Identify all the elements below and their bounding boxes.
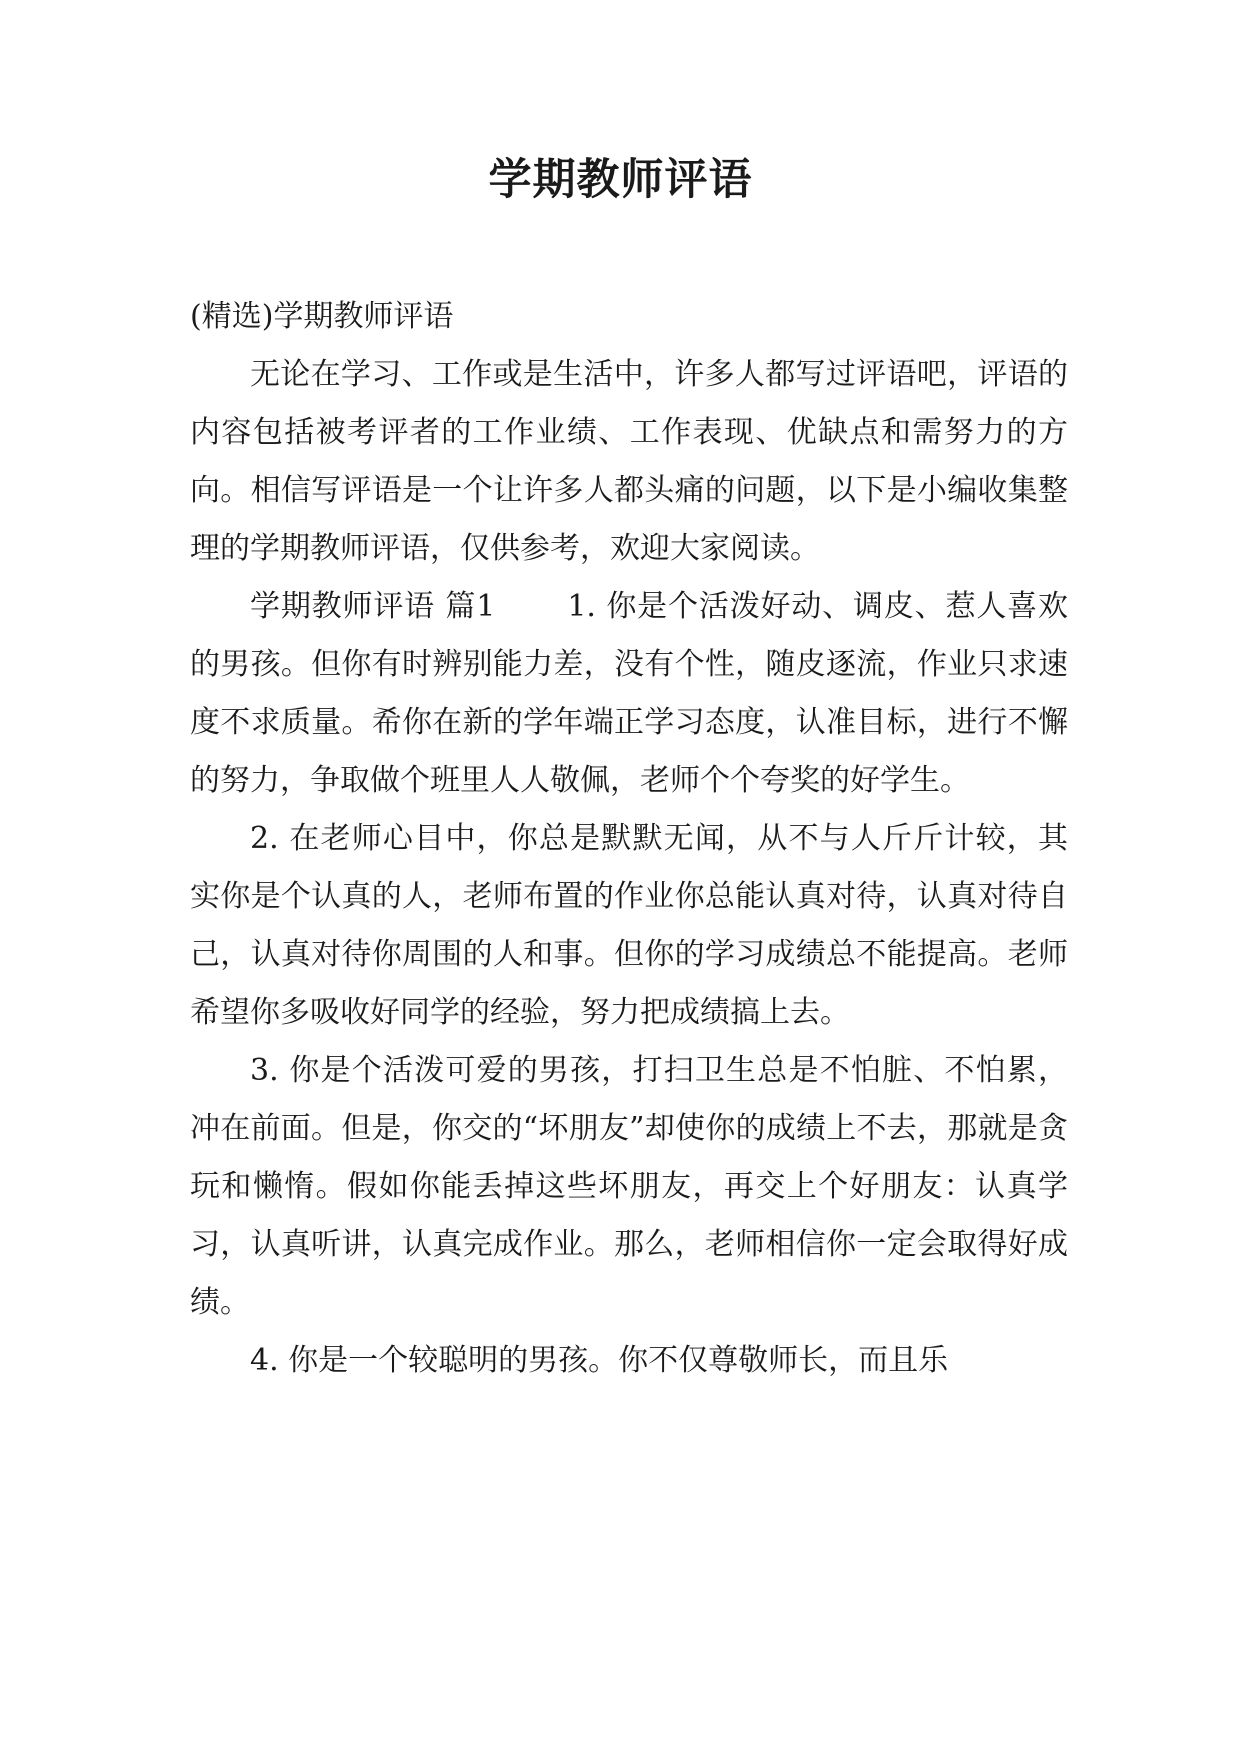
paragraph-comment-3: 3. 你是个活泼可爱的男孩，打扫卫生总是不怕脏、不怕累，冲在前面。但是，你交的“坏朋友”却使你的成绩上不去，那就是贪玩和懒惰。假如你能丢掉这些坏朋友，再交上个好朋友：认真学习，认真听讲，认真完成作业。那么，老师相信你一定会取得好成绩。: [190, 1053, 1068, 1320]
paragraph-comment-2: 2. 在老师心目中，你总是默默无闻，从不与人斤斤计较，其实你是个认真的人，老师布置的作业你总能认真对待，认真对待自己，认真对待你周围的人和事。但你的学习成绩总不能提高。老师希望你多吸收好同学的经验，努力把成绩搞上去。: [190, 821, 1068, 1030]
paragraph-intro: 无论在学习、工作或是生活中，许多人都写过评语吧，评语的内容包括被考评者的工作业绩、工作表现、优缺点和需努力的方向。相信写评语是一个让许多人都头痛的问题，以下是小编收集整理的学期教师评语，仅供参考，欢迎大家阅读。: [190, 357, 1068, 566]
page-title: 学期教师评语: [488, 155, 753, 205]
paragraph-comment-4: 4. 你是一个较聪明的男孩。你不仅尊敬师长，而且乐: [250, 1343, 949, 1378]
document-subtitle: (精选)学期教师评语: [190, 299, 454, 334]
paragraph-comment-1: 学期教师评语 篇1 1. 你是个活泼好动、调皮、惹人喜欢的男孩。但你有时辨别能力差，没有个性，随皮逐流，作业只求速度不求质量。希你在新的学年端正学习态度，认准目标，进行不懈的努力，争取做个班里人人敬佩，老师个个夸奖的好学生。: [190, 589, 1068, 798]
document-body: [190, 288, 1068, 1390]
